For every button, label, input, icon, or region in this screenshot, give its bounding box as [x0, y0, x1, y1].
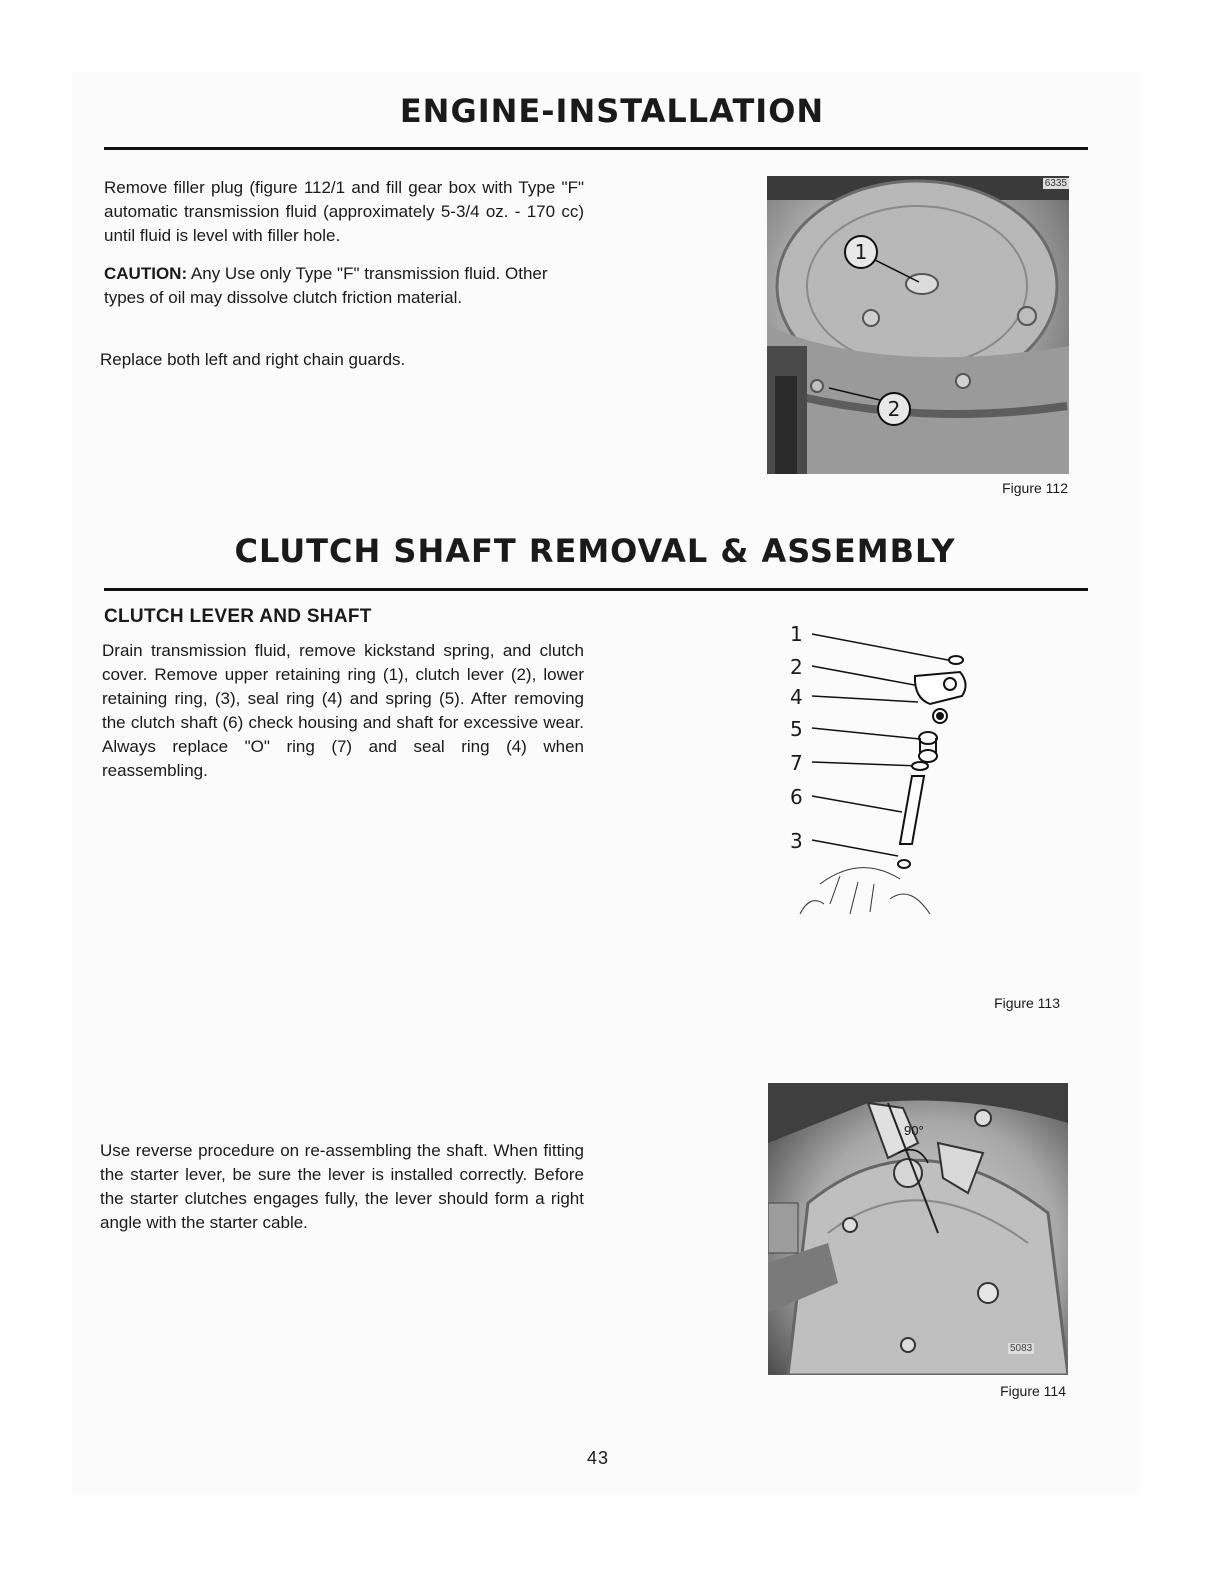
diagram-label-7: 7: [790, 751, 803, 775]
clutch-removal-instructions: Drain transmission fluid, remove kickstand spring, and clutch cover. Remove upper retaining ring (1), clutch lever (2), lower retaining ring, (3), seal ring (4) and spring (5). After removing the clutch shaft (6) check housing and shaft for excessive wear. Always replace "O" ring (7) and seal ring (4) when reassembling.: [102, 641, 584, 780]
section-rule: [104, 588, 1088, 591]
section-title-engine-installation: ENGINE-INSTALLATION: [399, 92, 825, 130]
diagram-label-4: 4: [790, 685, 803, 709]
figure-114-caption: Figure 114: [1000, 1383, 1066, 1399]
callout-2: 2: [877, 392, 911, 426]
diagram-label-1: 1: [790, 622, 803, 646]
diagram-label-3: 3: [790, 829, 803, 853]
reassembly-instructions: Use reverse procedure on re-assembling the shaft. When fitting the starter lever, be sure the lever is installed correctly. Before the starter clutches engages fully, the lever should form a right angle with the starter cable.: [100, 1141, 584, 1232]
diagram-label-2: 2: [790, 655, 803, 679]
callout-1: 1: [844, 235, 878, 269]
diagram-label-5: 5: [790, 717, 803, 741]
section-rule: [104, 147, 1088, 150]
figure-112-photo: [767, 176, 1069, 474]
figure-112-caption: Figure 112: [1002, 480, 1068, 496]
subheading-clutch-lever: CLUTCH LEVER AND SHAFT: [104, 606, 372, 627]
caution-note: [104, 262, 584, 310]
filler-plug-instructions: Remove filler plug (figure 112/1 and fill gear box with Type "F" automatic transmission fluid (approximately 5-3/4 oz. - 170 cc) until fluid is level with filler hole.: [104, 178, 584, 245]
chain-guards-instruction: Replace both left and right chain guards.: [100, 350, 406, 369]
caution-text: Any Use only Type "F" transmission fluid. Other types of oil may dissolve clutch friction material.: [104, 264, 548, 307]
section-title-clutch-shaft: CLUTCH SHAFT REMOVAL & ASSEMBLY: [234, 532, 956, 570]
figure-113-caption: Figure 113: [994, 995, 1060, 1011]
figure-114-photo: [768, 1083, 1068, 1375]
figure-113-diagram: [780, 614, 980, 934]
angle-label: 90°: [904, 1123, 924, 1138]
photo-stamp: 6335: [1044, 178, 1067, 189]
photo-stamp: 5083: [1010, 1343, 1033, 1354]
caution-label: CAUTION:: [104, 264, 188, 283]
page-number: 43: [586, 1448, 610, 1468]
diagram-label-6: 6: [790, 785, 803, 809]
